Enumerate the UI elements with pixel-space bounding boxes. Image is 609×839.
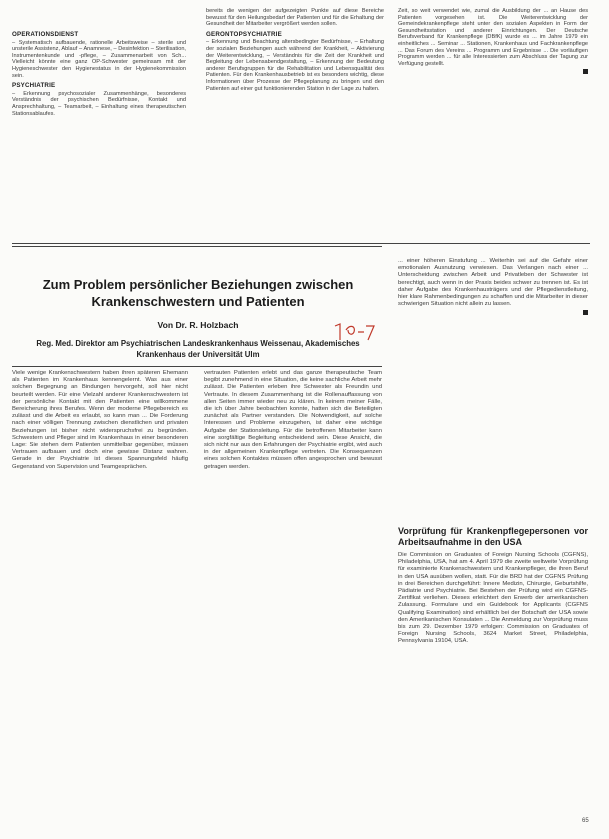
section-text: – Erkennung und Beachtung altersbedingter Bedürfnisse, – Erhaltung der sozialen Beziehungen auch während der Krankheit, – Aktivierung der Weiterentwicklung, – Verständnis für die Zeit der Krankheit und Begleitung der Lebensabendgestaltung, – Erkennung der Bedeutung anderer Berufsgruppen für die Rehabilitation und Lebensqualität des Patienten. Für den Krankenhausbetrieb ist es besonders wichtig, diese Informationen über Prozesse der Pflegeplanung zu bringen und den Patienten auf einer gut funktionierenden Station in der Lage zu halten. [206, 39, 384, 92]
section-heading: PSYCHIATRIE [12, 82, 56, 90]
section-divider [12, 243, 590, 244]
handwritten-annotation [332, 320, 376, 349]
top-right-column [398, 8, 588, 76]
section-text: Zeit, so weit verwendet wie, zumal die Ausbildung der ... an Hause des Patienten vorgesehen ist. Die Weiterentwicklung der Gemeindekrankenpflege steht unter den sozialen Aspekten in Form der Gesundheitsstation und anderer Einrichtungen. Der Deutsche Berufsverband für Krankenpflege (DBfK) wurde es ... im Jahre 1979 ein einheitliches ... Seminar ... Stationen, Krankenhaus und Fachkrankenpflege ... Das Forum des Vereins ... Programm und Ergebnisse ... Die vorläufigen Programm werden ... für alle Interessierten zum Abschluss der Tagung zur Verfügung gestellt. [398, 8, 588, 67]
title-divider [12, 366, 382, 367]
article-text: vertrauten Patienten erlebt und das ganze therapeutische Team begibt zunehmend in eine Situation, die keine sachliche Arbeit mehr zulässt. Die Patienten erleben ihre Schwester als Freundin und Vertraute. In diesem Zusammenhang ist die Rollenauffassung von allen Seiten immer wieder neu zu klären. In keinem meiner Fälle, die ich über Jahre beobachten konnte, hatten sich die Beteiligten zunächst als Partner verstanden. Die Notwendigkeit, auf solche Interessen und Probleme einzugehen, ist daher eine wichtige Aufgabe der Stationsleitung. Für die betroffenen Mitarbeiter kann eine sorgfältige Begleitung entscheidend sein. Diese Ansicht, die sich nicht nur aus den Erfahrungen der Psychiatrie ergibt, wird auch in der allgemeinen Krankenpflege vertreten. Die Konsequenzen eines solchen Kontaktes müssen offen angesprochen und bewusst getragen werden. [204, 370, 382, 470]
section-heading: OPERATIONSDIENST [12, 31, 79, 38]
sidebar-text: Die Commission on Graduates of Foreign Nursing Schools (CGFNS), Philadelphia, USA, hat am 4. April 1979 die zweite weltweite Vorprüfung für examinierte Krankenschwestern und Krankenpfleger, die ihren Beruf in den USA ausüben wollen, statt. Für die BRD hat der CGFNS Prüfung in drei Bereichen durchgeführt: Innere Medizin, Chirurgie, Geburtshilfe, Pädiatrie und Psychiatrie. Bei Bestehen der Prüfung wird ein CGFNS-Zertifikat verliehen. Dieses erleichtert den Erwerb der amerikanischen Zulassung. Formulare und ein Guidebook for Applicants (CGFNS Qualifying Examination) sind erhältlich bei der Botschaft der USA sowie den Amerikanischen Konsulaten ... Die Anmeldung zur Vorprüfung muss bis zum 29. Dezember 1979 erfolgen: Commission on Graduates of Foreign Nursing Schools, 3624 Market Street, Philadelphia, Pennsylvania 19104, USA. [398, 552, 588, 645]
article-header [22, 276, 374, 360]
article-column-1 [12, 370, 188, 473]
article-title: Zum Problem persönlicher Beziehungen zwischen Krankenschwestern und Patienten [42, 277, 354, 309]
page-number: 65 [582, 818, 589, 824]
section-divider [12, 246, 382, 247]
top-left-column [12, 28, 186, 119]
article-column-3 [398, 258, 588, 318]
top-middle-column [206, 8, 384, 94]
end-mark-icon [583, 69, 588, 74]
section-text: – Systematisch aufbauende, rationelle Arbeitsweise – sterile und unsterile Assistenz, Ablauf – Anamnese, – Desinfektion – Sterilisation, Instrumentenkunde und -pflege, – Zusammenarbeit von Sch... Vielleicht könnte eine ganz OP-Schwester gemeinsam mit der Hygieneschwester den Hygienestatus in der Hygienekommission sein. [12, 39, 186, 79]
section-text: – Erkennung psychosozialer Zusammenhänge, besonderes Verständnis der psychischen Bedürfnisse, Kontakt und Ansprechhaltung, – Teamarbeit, – Einhaltung eines therapeutischen Stationsablaufes. [12, 90, 186, 117]
section-heading: GERONTOPSYCHIATRIE [206, 30, 282, 38]
article-column-2 [204, 370, 382, 473]
end-mark-icon [583, 310, 588, 315]
sidebar-heading: Vorprüfung für Krankenpflegepersonen vor Arbeitsaufnahme in den USA [398, 526, 588, 547]
sidebar-box [398, 520, 588, 648]
section-text: bereits die wenigen der aufgezeigten Punkte auf diese Bereiche bewusst für den Heilungsbedarf der Patienten und für die Erhaltung der Gesundheit der Mitarbeiter vergrößert werden sollen. [206, 8, 384, 28]
article-institution: Reg. Med. Direktor am Psychiatrischen Landeskrankenhaus Weissenau, Akademisches Krankenhaus der Universität Ulm [36, 339, 360, 359]
article-text: Viele wenige Krankenschwestern haben ihren späteren Ehemann als Patienten im Krankenhaus kennengelernt. Was aus einer solchen Begegnung an Bindungen hervorgeht, soll hier nicht beurteilt werden. Für eine Vielzahl anderer Krankenschwestern ist der persönliche Kontakt mit den Patienten eine willkommene Bereicherung ihres Berufes. Wenn der moderne Pflegebereich es zulässt und die Arbeit es erlaubt, so kann man ... Die Forderung nach einer völligen Trennung zwischen dienstlichen und privaten Beziehungen ist bisher nicht widerspruchsfrei zu begründen. Schwestern und Pfleger sind im Krankenhaus in einer besonderen Lage: Sie stehen dem Patienten unmittelbar gegenüber, müssen Vertrauen aufbauen und doch eine gewisse Distanz wahren. Gerade in der Psychiatrie ist dieses Spannungsfeld häufig Gegenstand von Supervision und Teamgesprächen. [12, 370, 188, 470]
article-author: Von Dr. R. Holzbach [157, 320, 239, 330]
article-text: ... einer höheren Einstufung ... Weiterhin sei auf die Gefahr einer emotionalen Ausnutzung verwiesen. Das Verlangen nach einer ... Unterscheidung zwischen Arbeit und Privatleben der Schwester ist berechtigt, auch wenn in der Praxis beides schwer zu trennen ist. Es ist daher Aufgabe des Krankenhausträgers und der Pflegedienstleitung, hier klare Rahmenbedingungen zu schaffen und die Mitarbeiter in dieser schwierigen Situation nicht allein zu lassen. [398, 258, 588, 308]
